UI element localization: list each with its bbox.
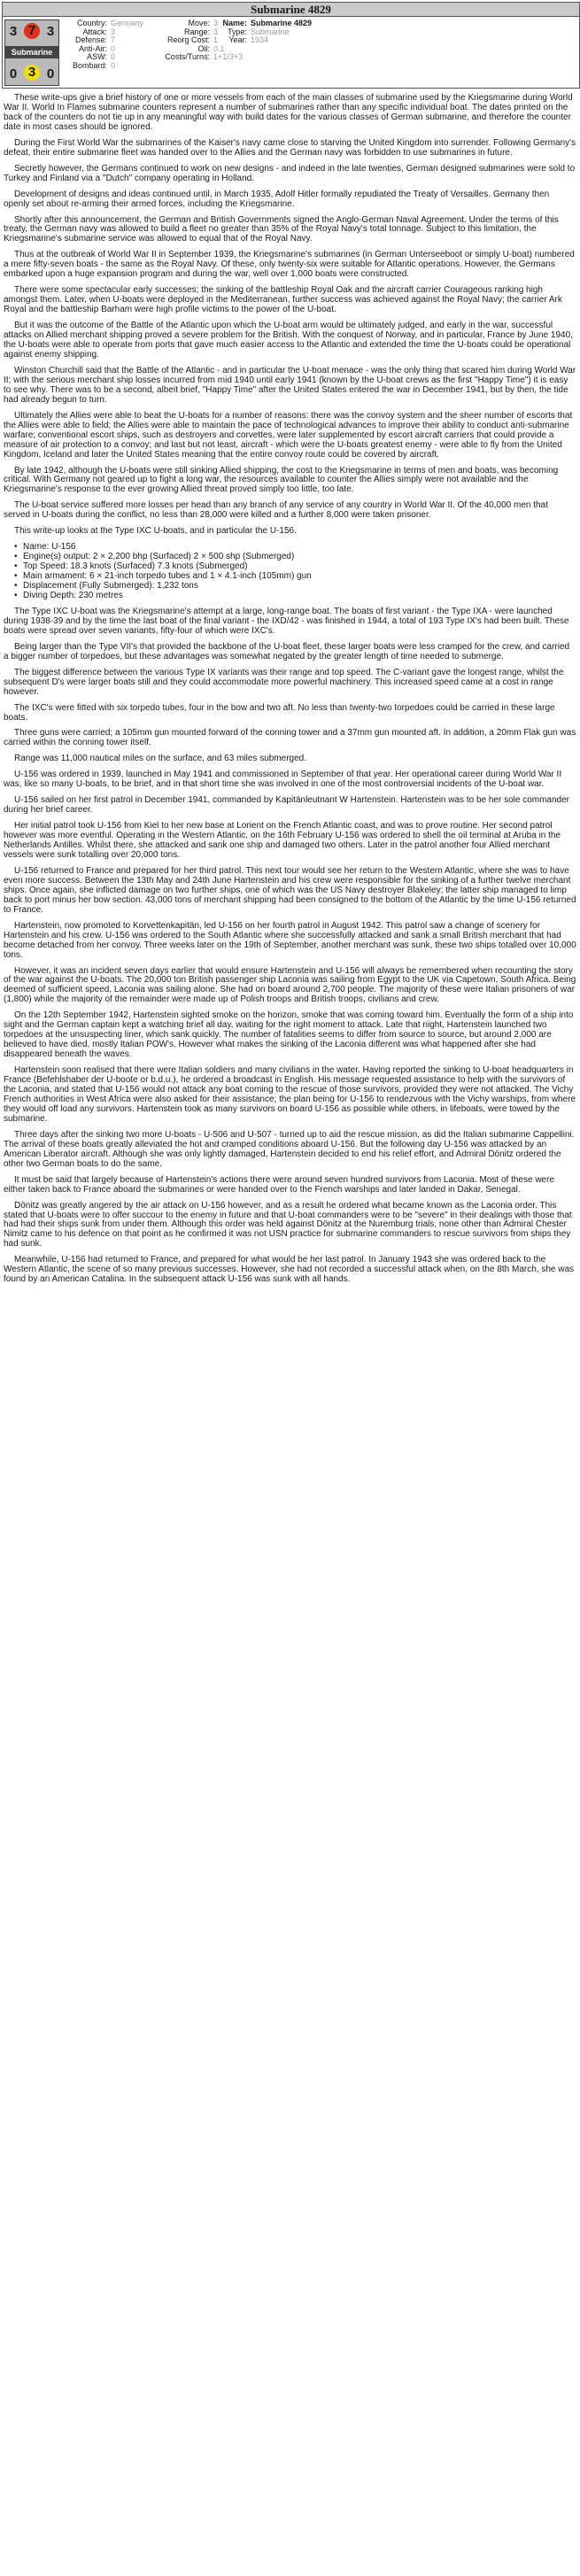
paragraph: But it was the outcome of the Battle of the Atlantic upon which the U-boat arm would be ultimately judged, and early in the war, successful attacks on Allied merchant shipping proved a severe problem for the British. With the conquest of Norway, and in particular, France by June 1940, the U-boats were able to operate from ports that gave much easier access to the Atlantic and extended the time the U-boats could be operational against enemy shipping.: [4, 321, 573, 360]
stat-value: 0.1: [213, 43, 225, 53]
stat-label: Reorg Cost:: [166, 35, 210, 45]
counter-anti-air: 0: [9, 66, 18, 81]
stat-value: 0: [111, 43, 116, 53]
stat-label: Range:: [183, 27, 210, 36]
counter-attack: 3: [9, 24, 18, 39]
stats-right-column: [217, 19, 312, 45]
paragraph: Three days after the sinking two more U-boats - U-506 and U-507 - turned up to aid the rescue mission, as did the Italian submarine Cappellini. The arrival of these boats greatly alleviated the hot and cramped conditions aboard U-156. But the following day U-156 was attacked by an American Liberator aircraft. Although she was only lightly damaged, Hartenstein decided to end his relief effort, and Admiral Dönitz ordered the other two German boats to do the same.: [4, 1129, 575, 1169]
stat-label: Year:: [228, 35, 247, 45]
paragraph: These write-ups give a brief history of one or more vessels from each of the main classes of submarine used by the Kriegsmarine during World War II. World In Flames submarine counters represent a number of submarines rather than any specific individual boat. The dates printed on the back of the counters do not tie up in any meaningful way with build dates for the various classes of German submarine, and therefore the counter date in most cases should be ignored.: [4, 93, 573, 132]
stat-value: 7: [111, 35, 116, 45]
unit-counter: [4, 19, 59, 86]
spec-item: • Top Speed: 18.3 knots (Surfaced) 7.3 knots (Submerged): [14, 562, 576, 572]
spec-item: • Diving Depth: 230 metres: [14, 592, 576, 601]
unit-card: [2, 2, 580, 89]
stat-label: Name:: [222, 19, 247, 27]
stat-value: 3: [111, 27, 116, 36]
unit-name: Submarine 4829: [251, 19, 313, 27]
stat-label: Defense:: [74, 35, 107, 45]
paragraph: It must be said that largely because of Hartenstein's actions there were around seven hundred survivors from Laconia. Most of these were either taken back to France aboard the submarines or were handed over to the French warships and later landed in Dakar, Senegal.: [4, 1174, 555, 1195]
paragraph: Dönitz was greatly angered by the air attack on U-156 however, and as a result he ordered what became known as the Laconia order. This stated that U-boats were to offer succour to the enemy in future and that U-boat commanders were to be "severe" in their dealings with those that had had their ships sunk from under them. Although this order was held against Dönitz at the Nuremburg trials, none other than Admiral Chester Nimitz came to his defence on that point as he confirmed it was not USN practice for submarine commanders to rescue survivors from ships they had sunk.: [4, 1200, 572, 1249]
stat-value: 3: [213, 19, 219, 27]
counter-movement: 3: [46, 24, 55, 39]
paragraph: Ultimately the Allies were able to beat the U-boats for a number of reasons: there was the convoy system and the sheer number of escorts that the Allies were able to field; the Allies were able to maintain the pace of technological advances to improve their ability to conduct anti-submarine warfare; conventional escort ships, such as destroyers and corvettes, were later supplemented by escort aircraft carriers that could provide a measure of air protection to a convoy; and last but not least, aircraft - which were the U-boats greatest enemy - were able to fly from the United Kingdom, Iceland and later the United States meaning that the entire convoy route could be covered by aircraft.: [4, 410, 573, 460]
paragraph: Range was 11,000 nautical miles on the surface, and 63 miles submerged.: [14, 754, 307, 764]
counter-unit-label: Submarine: [5, 46, 58, 58]
paragraph: Three guns were carried; a 105mm gun mounted forward of the conning tower and a 37mm gun mounted aft. In addition, a 20mm Flak gun was carried within the conning tower itself.: [4, 728, 576, 748]
stat-value: 1+1/3+3: [213, 52, 244, 62]
stat-label: Type:: [227, 27, 247, 36]
paragraph: There were some spectacular early successes; the sinking of the battleship Royal Oak and the aircraft carrier Courageous ranking high amongst them. Later, when U-boats were deployed in the Mediterranean, further success was achieved against the Royal Navy; the carrier Ark Royal and the battleship Barham were high profile victims to the power of the U-boat.: [4, 285, 562, 315]
paragraph: This write-up looks at the Type IXC U-boats, and in particular the U-156.: [14, 526, 297, 537]
spec-item: • Main armament: 6 × 21-inch torpedo tubes and 1 × 4.1-inch (105mm) gun: [14, 572, 576, 582]
stat-label: Oil:: [197, 43, 210, 53]
stat-label: Anti-Air:: [78, 43, 107, 53]
spec-item: • Engine(s) output: 2 × 2,200 bhp (Surfaced) 2 × 500 shp (Submerged): [14, 553, 576, 562]
paragraph: Hartenstein, now promoted to Korvettenkapitän, led U-156 on her fourth patrol in August 1942. This patrol saw a change of scenery for Hartenstein and his crew. U-156 was ordered to the South Atlantic where she successfully attacked and sank a small British merchant that had become detached from her convoy. Three weeks later on the 19th of September, another merchant was sunk, these two ships totalled over 10,000 tons.: [4, 920, 576, 960]
paragraph: Hartenstein soon realised that there were Italian soldiers and many civilians in the water. Having reported the sinking to U-boat headquarters in France (Befehlshaber der U-boote or b.d.u.), he ordered a broadcast in English. His message requested assistance to help with the survivors of the Laconia, and stated that U-156 would not attack any boat coming to the rescue of those survivors, provided they were not attacked. The Vichy French authorities in West Africa were also asked for their assistance; the plan being for U-156 to rendezvous with the Vichy warships, from where they would off load any survivors. Hartenstein took as many survivors on board U-156 as possible while others, in lifeboats, were towed by the submarine.: [4, 1065, 576, 1124]
paragraph: Development of designs and ideas continued until, in March 1935, Adolf Hitler formally repudiated the Treaty of Versailles. Germany then openly set about re-arming their armed forces, including the Kriegsmarine.: [4, 189, 550, 209]
article-body: [4, 94, 576, 1291]
stat-value: 0: [111, 52, 116, 62]
paragraph: By late 1942, although the U-boats were still sinking Allied shipping, the cost to the Kriegsmarine in terms of men and boats, was becoming critical. With Germany not geared up to fight a long war, the resources available to counter the Allies simply were not available and the Kriegsmarine's response to the ever growing Allied threat proved simply too little, too late.: [4, 465, 559, 495]
counter-asw: 3: [27, 65, 36, 80]
stat-label: ASW:: [87, 52, 107, 62]
paragraph: The Type IXC U-boat was the Kriegsmarine's attempt at a large, long-range boat. The boats of first variant - the Type IXA - were launched during 1938-39 and by the time the last boat of the final variant - the IXD/42 - was finished in 1944, a total of 193 Type IX's had been built. These boats were spread over seven variants, fifty-four of which were IXC's.: [4, 606, 569, 636]
stat-label: Move:: [188, 19, 210, 27]
paragraph: Secretly however, the Germans continued to work on new designs - and indeed in the late twenties, German designed submarines were sold to Turkey and Finland via a "Dutch" company operating in Holland.: [4, 163, 576, 183]
stats-left-column: [61, 19, 143, 71]
stat-label: Country:: [76, 19, 107, 27]
paragraph: Her initial patrol took U-156 from Kiel to her new base at Lorient on the French Atlantic coast, and was to prove routine. Her second patrol however was more eventful. Operating in the Western Atlantic, on the 16th February U-156 was ordered to shell the oil terminal at Aruba in the Netherlands Antilles. Whilst there, she attacked and sank one ship and damaged two others. Later in the patrol another four Allied merchant vessels were sunk totalling over 20,000 tons.: [4, 821, 561, 860]
paragraph: The IXC's were fitted with six torpedo tubes, four in the bow and two aft. No less than twenty-two torpedoes could be carried in these large boats.: [4, 702, 555, 723]
stat-value: 0: [111, 60, 116, 70]
stat-value: 1: [213, 35, 219, 45]
paragraph: Shortly after this announcement, the German and British Governments signed the Anglo-German Naval Agreement. Under the terms of this treaty, the German navy was allowed to build a fleet no greater than 35% of the Royal Navy's total tonnage. Subject to this limitation, the Kriegsmarine's submarine service was allowed to equal that of the Royal Navy.: [4, 214, 559, 244]
stat-label: Bombard:: [72, 60, 107, 70]
stat-value: Germany: [111, 19, 144, 27]
paragraph: During the First World War the submarines of the Kaiser's navy came close to starving the United Kingdom into surrender. Following Germany's defeat, their entire submarine fleet was handed over to the Allies and the German navy was forbidden to use submarines in future.: [4, 137, 576, 158]
paragraph: Meanwhile, U-156 had returned to France, and prepared for what would be her last patrol. In January 1943 she was ordered back to the Western Atlantic, the scene of so many previous successes. However, she had not recorded a successful attack when, on the 8th March, she was found by an American Catalina. In the subsequent attack U-156 was sunk with all hands.: [4, 1255, 575, 1285]
stat-label: Attack:: [82, 27, 107, 36]
counter-defense: 7: [27, 23, 36, 38]
paragraph: U-156 sailed on her first patrol in December 1941, commanded by Kapitänleutnant W Hartenstein. Hartenstein was to be her sole commander during her brief career.: [4, 795, 569, 816]
paragraph: However, it was an incident seven days earlier that would ensure Hartenstein and U-156 will always be remembered when recounting the story of the war against the U-boats. The 20,000 ton British passenger ship Laconia was sailing from Egypt to the UK via Capetown, South Africa. Being deemed of sufficient speed, Laconia was sailing alone. She had on board around 2,700 people. The majority of these were Italian prisoners of war (1,800) while the majority of the remainder were made up of Polish troops and British troops, civilians and crew.: [4, 965, 576, 1005]
card-title: Submarine 4829: [3, 3, 579, 17]
paragraph: The biggest difference between the various Type IX variants was their range and top speed. The C-variant gave the longest range, whilst the subsequent D's were larger boats still and they could accommodate more powerful machinery. This increased speed came at a cost in range however.: [4, 667, 564, 697]
paragraph: Thus at the outbreak of World War II in September 1939, the Kriegsmarine's submarines (in German Unterseeboot or simply U-boat) numbered a mere fifty-seven boats - the same as the Royal Navy. Of these, only twenty-six were suitable for Atlantic operations. However, the Germans embarked upon a huge expansion program and during the war, well over 1,000 boats were constructed.: [4, 250, 575, 280]
paragraph: The U-boat service suffered more losses per head than any branch of any service of any country in World War II. Of the 40,000 men that served in U-boats during the conflict, no less than 28,000 were killed and a further 8,000 were taken prisoner.: [4, 500, 548, 521]
paragraph: On the 12th September 1942, Hartenstein sighted smoke on the horizon, smoke that was coming toward him. Eventually the form of a ship into sight and the German captain kept a watching brief all day, waiting for the right moment to attack. Late that night, Hartenstein launched two torpedoes at the unsuspecting liner, which sank quickly. The number of fatalities seems to differ from source to source, but around 2,000 are believed to have died, mostly Italian POW's. However what makes the sinking of the Laconia different was what happened after she had disappeared beneath the waves.: [4, 1010, 574, 1060]
stat-value: 1934: [251, 35, 269, 45]
counter-bombard: 0: [46, 66, 55, 81]
stat-value: Submarine: [251, 27, 290, 36]
spec-list: [4, 543, 576, 601]
paragraph: U-156 returned to France and prepared for her third patrol. This next tour would see her return to the Western Atlantic, where she was to have even more success. Between the 13th May and 24th June Hartenstein and his crew were responsible for the sinking of a further twelve merchant ships. Once again, she inflicted damage on two further ships, one of which was the US Navy destroyer Blakeley; the latter ship managed to limp back to port minus her bow section. 43,000 tons of merchant shipping had been consigned to the bottom of the Atlantic by the time U-156 returned to France.: [4, 865, 576, 915]
paragraph: U-156 was ordered in 1939, launched in May 1941 and commissioned in September of that year. Her operational career during World War II was, like so many U-boats, to be brief, and in that short time she was involved in one of the most controversial incidents of the U-boat war.: [4, 770, 562, 790]
spec-item: • Displacement (Fully Submerged): 1,232 tons: [14, 582, 576, 592]
stat-label: Costs/Turns:: [165, 52, 210, 62]
stat-value: 3: [213, 27, 219, 36]
paragraph: Being larger than the Type VII's that provided the backbone of the U-boat fleet, these larger boats were less cramped for the crew, and carried a bigger number of torpedoes, but these advantages was somewhat negated by the greater length of time needed to submerge.: [4, 641, 570, 661]
paragraph: Winston Churchill said that the Battle of the Atlantic - and in particular the U-boat menace - was the only thing that scared him during World War II; with the serious merchant ship losses incurred from mid 1940 until early 1941 (known by the U-boat crews as the first "Happy Time") it is easy to see why. There was to be a second, albeit brief, "Happy Time" after the United States entered the war in December 1941, but by then, the tide had already begun to turn.: [4, 365, 576, 405]
spec-item: • Name: U-156: [14, 543, 576, 553]
